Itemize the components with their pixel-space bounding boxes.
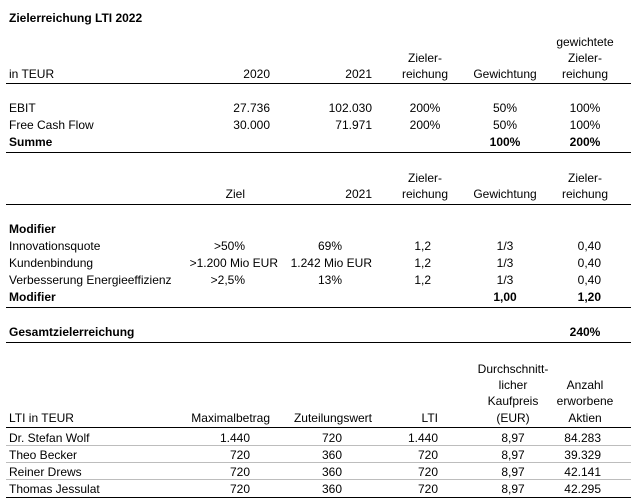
cell-lti: 1.440 — [407, 431, 438, 445]
cell-weighting: 1/3 — [496, 239, 514, 253]
cell-allocation-value: 360 — [321, 482, 342, 496]
row-label: Kundenbindung — [9, 256, 94, 270]
cell-achievement: 200% — [409, 118, 441, 132]
cell-achievement: 200% — [409, 101, 441, 115]
row-label: Free Cash Flow — [9, 118, 94, 132]
header-weighting: Gewichtung — [473, 67, 537, 81]
cell-2021: 69% — [317, 239, 342, 253]
cell-2021: 71.971 — [335, 118, 372, 132]
header-achievement-2: reichung — [401, 187, 449, 201]
header-weighted-achievement-2: Zieler- — [567, 51, 602, 65]
cell-shares: 39.329 — [564, 448, 601, 462]
sum-weighting: 100% — [489, 135, 521, 149]
cell-max-amount: 720 — [229, 448, 250, 462]
cell-achievement-b: 0,40 — [577, 239, 601, 253]
header-shares-2: erworbene — [556, 394, 614, 408]
cell-weighted-achievement: 100% — [569, 118, 601, 132]
cell-allocation-value: 720 — [321, 431, 342, 445]
cell-achievement: 1,2 — [414, 239, 431, 253]
row-name: Thomas Jessulat — [9, 482, 100, 496]
header-unit: in TEUR — [9, 67, 55, 81]
header-achievement-b-2: reichung — [561, 187, 609, 201]
cell-achievement: 1,2 — [414, 256, 431, 270]
row-name: Theo Becker — [9, 448, 78, 462]
header-max-amount: Maximalbetrag — [191, 411, 270, 425]
cell-target: >2,5% — [210, 273, 245, 287]
header-avg-price-2: licher — [498, 378, 528, 392]
header-weighting: Gewichtung — [473, 187, 537, 201]
cell-weighting: 1/3 — [496, 256, 514, 270]
row-label: Verbesserung Energieeffizienz — [9, 273, 172, 287]
row-label: EBIT — [9, 101, 36, 115]
cell-achievement: 1,2 — [414, 273, 431, 287]
header-target: Ziel — [225, 187, 245, 201]
cell-avg-price: 8,97 — [501, 431, 525, 445]
header-achievement-b-1: Zieler- — [567, 171, 602, 185]
row-label: Innovationsquote — [9, 239, 101, 253]
cell-2020: 30.000 — [233, 118, 270, 132]
sum-label: Summe — [9, 135, 53, 149]
cell-weighted-achievement: 100% — [569, 101, 601, 115]
cell-max-amount: 720 — [229, 482, 250, 496]
header-achievement-1: Zieler- — [407, 51, 442, 65]
row-separator — [6, 445, 631, 446]
cell-achievement-b: 0,40 — [577, 256, 601, 270]
cell-weighting: 50% — [492, 101, 518, 115]
cell-shares: 42.141 — [564, 465, 601, 479]
divider — [6, 497, 631, 498]
header-unit: LTI in TEUR — [9, 411, 74, 425]
sum-weighted-achievement: 200% — [569, 135, 601, 149]
cell-shares: 42.295 — [564, 482, 601, 496]
cell-achievement-b: 0,40 — [577, 273, 601, 287]
cell-2021: 1.242 Mio EUR — [290, 256, 372, 270]
divider — [6, 83, 631, 84]
row-name: Dr. Stefan Wolf — [9, 431, 90, 445]
header-shares-1: Anzahl — [566, 378, 604, 392]
cell-weighting: 50% — [492, 118, 518, 132]
total-value: 240% — [569, 325, 601, 339]
cell-allocation-value: 360 — [321, 465, 342, 479]
cell-avg-price: 8,97 — [501, 482, 525, 496]
header-2021: 2021 — [345, 187, 372, 201]
cell-avg-price: 8,97 — [501, 448, 525, 462]
cell-target: >50% — [213, 239, 245, 253]
cell-lti: 720 — [417, 465, 438, 479]
page-title: Zielerreichung LTI 2022 — [9, 11, 143, 25]
cell-max-amount: 720 — [229, 465, 250, 479]
header-avg-price-1: Durchschnitt- — [477, 362, 549, 376]
cell-2021: 102.030 — [328, 101, 372, 115]
cell-2021: 13% — [317, 273, 342, 287]
header-avg-price-4: (EUR) — [496, 411, 530, 425]
cell-shares: 84.283 — [564, 431, 601, 445]
header-lti: LTI — [421, 411, 438, 425]
section-heading: Modifier — [9, 222, 56, 236]
cell-weighting: 1/3 — [496, 273, 514, 287]
cell-max-amount: 1.440 — [219, 431, 250, 445]
row-separator — [6, 462, 631, 463]
divider — [6, 204, 631, 205]
header-allocation-value: Zuteilungswert — [293, 411, 372, 425]
sum-weighting: 1,00 — [493, 290, 517, 304]
divider — [6, 342, 631, 343]
header-avg-price-3: Kaufpreis — [487, 394, 539, 408]
total-label: Gesamtzielerreichung — [9, 325, 135, 339]
row-separator — [6, 479, 631, 480]
cell-avg-price: 8,97 — [501, 465, 525, 479]
cell-lti: 720 — [417, 448, 438, 462]
divider — [6, 307, 631, 308]
header-achievement-1: Zieler- — [407, 171, 442, 185]
cell-target: >1.200 Mio EUR — [189, 256, 278, 270]
header-2020: 2020 — [243, 67, 270, 81]
divider — [6, 427, 631, 428]
header-2021: 2021 — [345, 67, 372, 81]
header-shares-3: Aktien — [568, 411, 602, 425]
header-weighted-achievement-1: gewichtete — [556, 35, 614, 49]
cell-2020: 27.736 — [233, 101, 270, 115]
row-name: Reiner Drews — [9, 465, 82, 479]
header-achievement-2: reichung — [401, 67, 449, 81]
sum-label: Modifier — [9, 290, 56, 304]
divider — [6, 152, 631, 153]
sum-achievement-b: 1,20 — [577, 290, 601, 304]
header-weighted-achievement-3: reichung — [561, 67, 609, 81]
cell-allocation-value: 360 — [321, 448, 342, 462]
cell-lti: 720 — [417, 482, 438, 496]
